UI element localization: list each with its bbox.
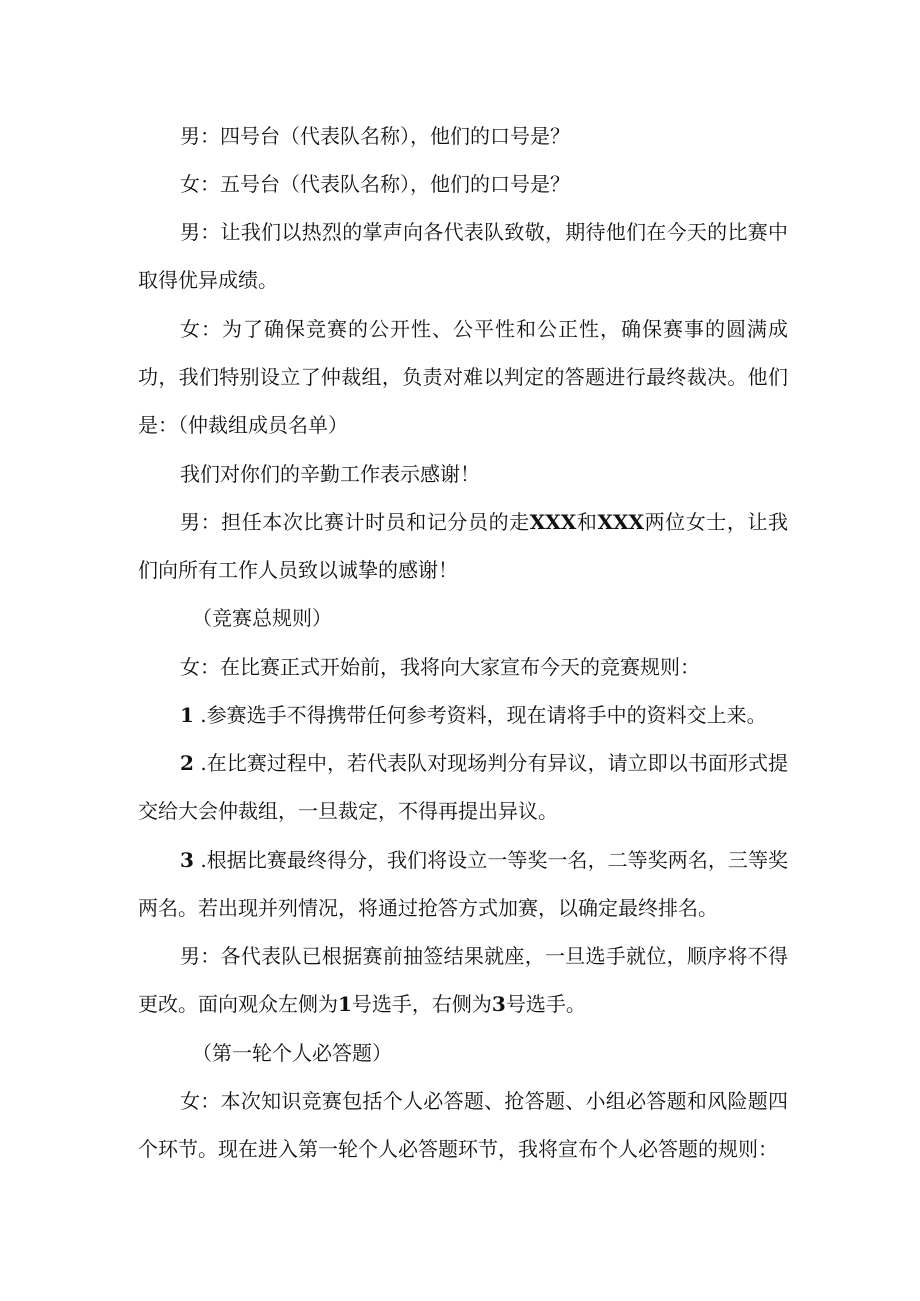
- paragraph-thanks: 我们对你们的辛勤工作表示感谢！: [180, 462, 480, 486]
- paragraph-male-timekeepers: [138, 498, 788, 594]
- paragraph-female-round-intro: 女：本次知识竞赛包括个人必答题、抢答题、小组必答题和风险题四个环节。现在进入第一轮个人必答题环节，我将宣布个人必答题的规则：: [138, 1089, 788, 1161]
- paragraph-male-applause: 男：让我们以热烈的掌声向各代表队致敬，期待他们在今天的比赛中取得优异成绩。: [138, 220, 788, 292]
- section-heading-round-one: （第一轮个人必答题）: [192, 1041, 392, 1065]
- player-number-right: 3: [491, 992, 506, 1016]
- paragraph-female-arbitration: 女：为了确保竞赛的公开性、公平性和公正性，确保赛事的圆满成功，我们特别设立了仲裁组，负责对难以判定的答题进行最终裁决。他们是：（仲裁组成员名单）: [138, 317, 788, 437]
- timekeepers-text-b: 和: [576, 510, 598, 534]
- rule-item-2: [138, 739, 788, 835]
- rule-number-1: 1: [180, 703, 194, 727]
- rule-number-3: 3: [180, 848, 194, 872]
- timekeepers-text-a: 男：担任本次比赛计时员和记分员的走: [180, 510, 530, 534]
- seating-text-c: 号选手。: [505, 992, 586, 1016]
- paragraph-female-table-five: 女：五号台（代表队名称），他们的口号是？: [180, 172, 570, 196]
- paragraph-male-seating: [138, 932, 788, 1028]
- timekeeper-name-1: XXX: [529, 510, 577, 534]
- timekeepers-text-c: 两位女士，让我们向所有工作人员致以诚挚的感谢！: [138, 510, 789, 582]
- paragraph-male-table-four: 男：四号台（代表队名称），他们的口号是？: [180, 124, 570, 148]
- timekeeper-name-2: XXX: [597, 510, 645, 534]
- seating-text-b: 号选手，右侧为: [351, 992, 492, 1016]
- rule-number-2: 2: [180, 751, 194, 775]
- player-number-left: 1: [338, 992, 352, 1016]
- rule-text-3: .根据比赛最终得分，我们将设立一等奖一名，二等奖两名，三等奖两名。若出现并列情况，将通过抢答方式加赛，以确定最终排名。: [138, 848, 788, 920]
- rule-item-3: [138, 836, 788, 932]
- seating-text-a: 男：各代表队已根据赛前抽签结果就座，一旦选手就位，顺序将不得更改。面向观众左侧为: [138, 944, 788, 1016]
- section-heading-general-rules: （竞赛总规则）: [192, 606, 332, 630]
- rule-text-2: .在比赛过程中，若代表队对现场判分有异议，请立即以书面形式提交给大会仲裁组，一旦裁定，不得再提出异议。: [138, 751, 788, 823]
- paragraph-female-rules-intro: 女：在比赛正式开始前，我将向大家宣布今天的竞赛规则：: [180, 655, 700, 679]
- rule-text-1: .参赛选手不得携带任何参考资料，现在请将手中的资料交上来。: [193, 703, 767, 727]
- rule-item-1: [138, 691, 788, 739]
